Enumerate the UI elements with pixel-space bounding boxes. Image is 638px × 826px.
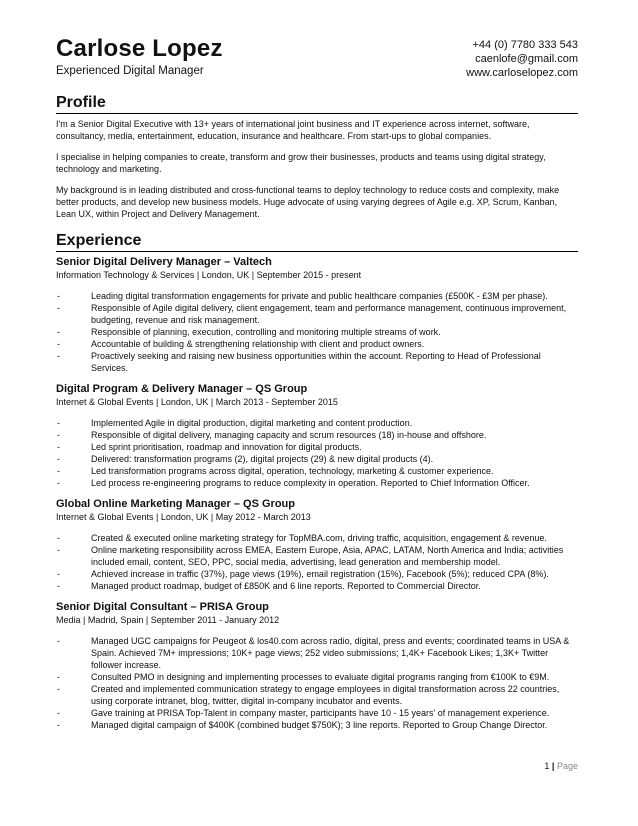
bullet-text: Managed UGC campaigns for Peugeot & los40.com across radio, digital, press and events; coordinated teams in USA & Spain. Achieved 7M+ impressions; 10K+ page views; 252 video submissions; 1,4K+ Facebook Likes; 1,3K+ Twitter follower increase.: [91, 636, 570, 670]
bullet-dash: -: [57, 672, 60, 682]
bullet-dash: -: [57, 478, 60, 488]
bullet-dash: -: [57, 430, 60, 440]
bullet-text: Led process re-engineering programs to reduce complexity in operation. Reported to Chief Information Officer.: [91, 478, 530, 488]
job-entry: [56, 601, 578, 731]
bullet-text: Achieved increase in traffic (37%), page views (19%), email registration (15%), Facebook (5%); reduced CPA (8%).: [91, 569, 549, 579]
bullet-text: Managed digital campaign of $400K (combined budget $750K); 3 line reports. Reported to Group Change Director.: [91, 720, 548, 730]
bullet-text: Delivered: transformation programs (2), digital projects (29) & new digital products (4).: [91, 454, 434, 464]
job-bullet: [56, 477, 578, 489]
job-bullet: [56, 338, 578, 350]
job-bullet: [56, 532, 578, 544]
profile-paragraph: I specialise in helping companies to create, transform and grow their businesses, products and teams using digital strategy, technology and marketing.: [56, 152, 546, 174]
job-entry: [56, 498, 578, 592]
resume-header: [56, 36, 578, 94]
bullet-text: Online marketing responsibility across EMEA, Eastern Europe, Asia, APAC, LATAM, North America and India; activities included email, content, SEO, PPC, social media, advertising, lead generation and membership model.: [91, 545, 564, 567]
page-footer: [544, 761, 578, 771]
job-bullet: [56, 417, 578, 429]
bullet-text: Led transformation programs across digital, operation, technology, marketing & customer experience.: [91, 466, 494, 476]
job-bullet: [56, 429, 578, 441]
bullet-text: Implemented Agile in digital production, digital marketing and content production.: [91, 418, 413, 428]
candidate-name: Carlose Lopez: [56, 35, 223, 62]
bullet-text: Created & executed online marketing strategy for TopMBA.com, driving traffic, acquisition, engagement & revenue.: [91, 533, 547, 543]
bullet-dash: -: [57, 418, 60, 428]
job-bullet: [56, 719, 578, 731]
bullet-text: Managed product roadmap, budget of £850K and 6 line reports. Reported to Commercial Director.: [91, 581, 481, 591]
profile-paragraph: I'm a Senior Digital Executive with 13+ years of international joint business and IT experience across internet, software, consultancy, media, entertainment, education, insurance and healthcare. From start-ups to global companies.: [56, 119, 530, 141]
job-bullet: [56, 302, 578, 326]
page-label: Page: [556, 761, 578, 771]
bullet-dash: -: [57, 684, 60, 694]
job-bullet: [56, 544, 578, 568]
bullet-dash: -: [57, 303, 60, 313]
job-meta: Information Technology & Services | London, UK | September 2015 - present: [56, 270, 362, 280]
bullet-text: Consulted PMO in designing and implementing processes to evaluate digital programs ranging from €100K to €9M.: [91, 672, 550, 682]
job-meta: Internet & Global Events | London, UK | March 2013 - September 2015: [56, 397, 338, 407]
resume-page: [56, 30, 578, 740]
job-bullet: [56, 635, 578, 671]
job-bullet: [56, 580, 578, 592]
job-meta: Media | Madrid, Spain | September 2011 - January 2012: [56, 615, 280, 625]
job-bullets: [56, 417, 578, 489]
job-bullets: [56, 290, 578, 374]
contact-email: caenlofe@gmail.com: [475, 53, 578, 65]
bullet-dash: -: [57, 720, 60, 730]
job-bullet: [56, 465, 578, 477]
job-bullet: [56, 683, 578, 707]
bullet-text: Led sprint prioritisation, roadmap and innovation for digital products.: [91, 442, 362, 452]
job-meta: Internet & Global Events | London, UK | May 2012 - March 2013: [56, 512, 311, 522]
job-title: Senior Digital Consultant – PRISA Group: [56, 601, 269, 613]
bullet-dash: -: [57, 339, 60, 349]
job-bullets: [56, 635, 578, 731]
job-entry: [56, 383, 578, 489]
job-title: Digital Program & Delivery Manager – QS Group: [56, 383, 308, 395]
experience-section: [56, 256, 578, 731]
bullet-text: Leading digital transformation engagements for private and public healthcare companies (£500K - £3M per phase).: [91, 291, 548, 301]
bullet-text: Created and implemented communication strategy to engage employees in digital transformation across 22 countries, using corporate intranet, blog, twitter, digital in-company incubator and events.: [91, 684, 560, 706]
bullet-text: Accountable of building & strengthening relationship with client and product owners.: [91, 339, 425, 349]
contact-phone: +44 (0) 7780 333 543: [472, 39, 578, 51]
job-bullet: [56, 707, 578, 719]
bullet-text: Proactively seeking and raising new business opportunities within the account. Reporting to Head of Professional Services.: [91, 351, 541, 373]
contact-website: www.carloselopez.com: [466, 67, 578, 79]
job-bullets: [56, 532, 578, 592]
candidate-subtitle: Experienced Digital Manager: [56, 65, 204, 77]
job-bullet: [56, 453, 578, 465]
bullet-dash: -: [57, 545, 60, 555]
bullet-text: Gave training at PRISA Top-Talent in company master, participants have 10 - 15 years' of management experience.: [91, 708, 550, 718]
contact-block: [466, 38, 578, 80]
page-separator: |: [551, 761, 555, 771]
profile-paragraph: My background is in leading distributed and cross-functional teams to deploy technology to reduce costs and complexity, make better products, and develop new business models. Huge advocate of using varying degrees of Agile e.g. XP, Scrum, Kanban, Lean UX, within Project and Delivery Management.: [56, 185, 560, 219]
page-number: 1: [544, 761, 550, 771]
job-bullet: [56, 671, 578, 683]
bullet-text: Responsible of planning, execution, controlling and monitoring multiple streams of work.: [91, 327, 441, 337]
bullet-dash: -: [57, 454, 60, 464]
bullet-dash: -: [57, 327, 60, 337]
bullet-dash: -: [57, 351, 60, 361]
job-bullet: [56, 290, 578, 302]
job-bullet: [56, 326, 578, 338]
bullet-dash: -: [57, 466, 60, 476]
bullet-dash: -: [57, 636, 60, 646]
bullet-dash: -: [57, 569, 60, 579]
job-title: Global Online Marketing Manager – QS Group: [56, 498, 295, 510]
profile-section: [56, 118, 578, 220]
bullet-text: Responsible of Agile digital delivery, client engagement, team and performance management, continuous improvement, budgeting, revenue and risk management.: [91, 303, 567, 325]
bullet-dash: -: [57, 533, 60, 543]
job-bullet: [56, 441, 578, 453]
job-title: Senior Digital Delivery Manager – Valtech: [56, 256, 272, 268]
bullet-dash: -: [57, 581, 60, 591]
job-bullet: [56, 568, 578, 580]
profile-heading: Profile: [56, 94, 578, 114]
bullet-dash: -: [57, 708, 60, 718]
bullet-dash: -: [57, 291, 60, 301]
job-entry: [56, 256, 578, 374]
bullet-dash: -: [57, 442, 60, 452]
job-bullet: [56, 350, 578, 374]
bullet-text: Responsible of digital delivery, managing capacity and scrum resources (18) in-house and offshore.: [91, 430, 487, 440]
experience-heading: Experience: [56, 232, 578, 252]
